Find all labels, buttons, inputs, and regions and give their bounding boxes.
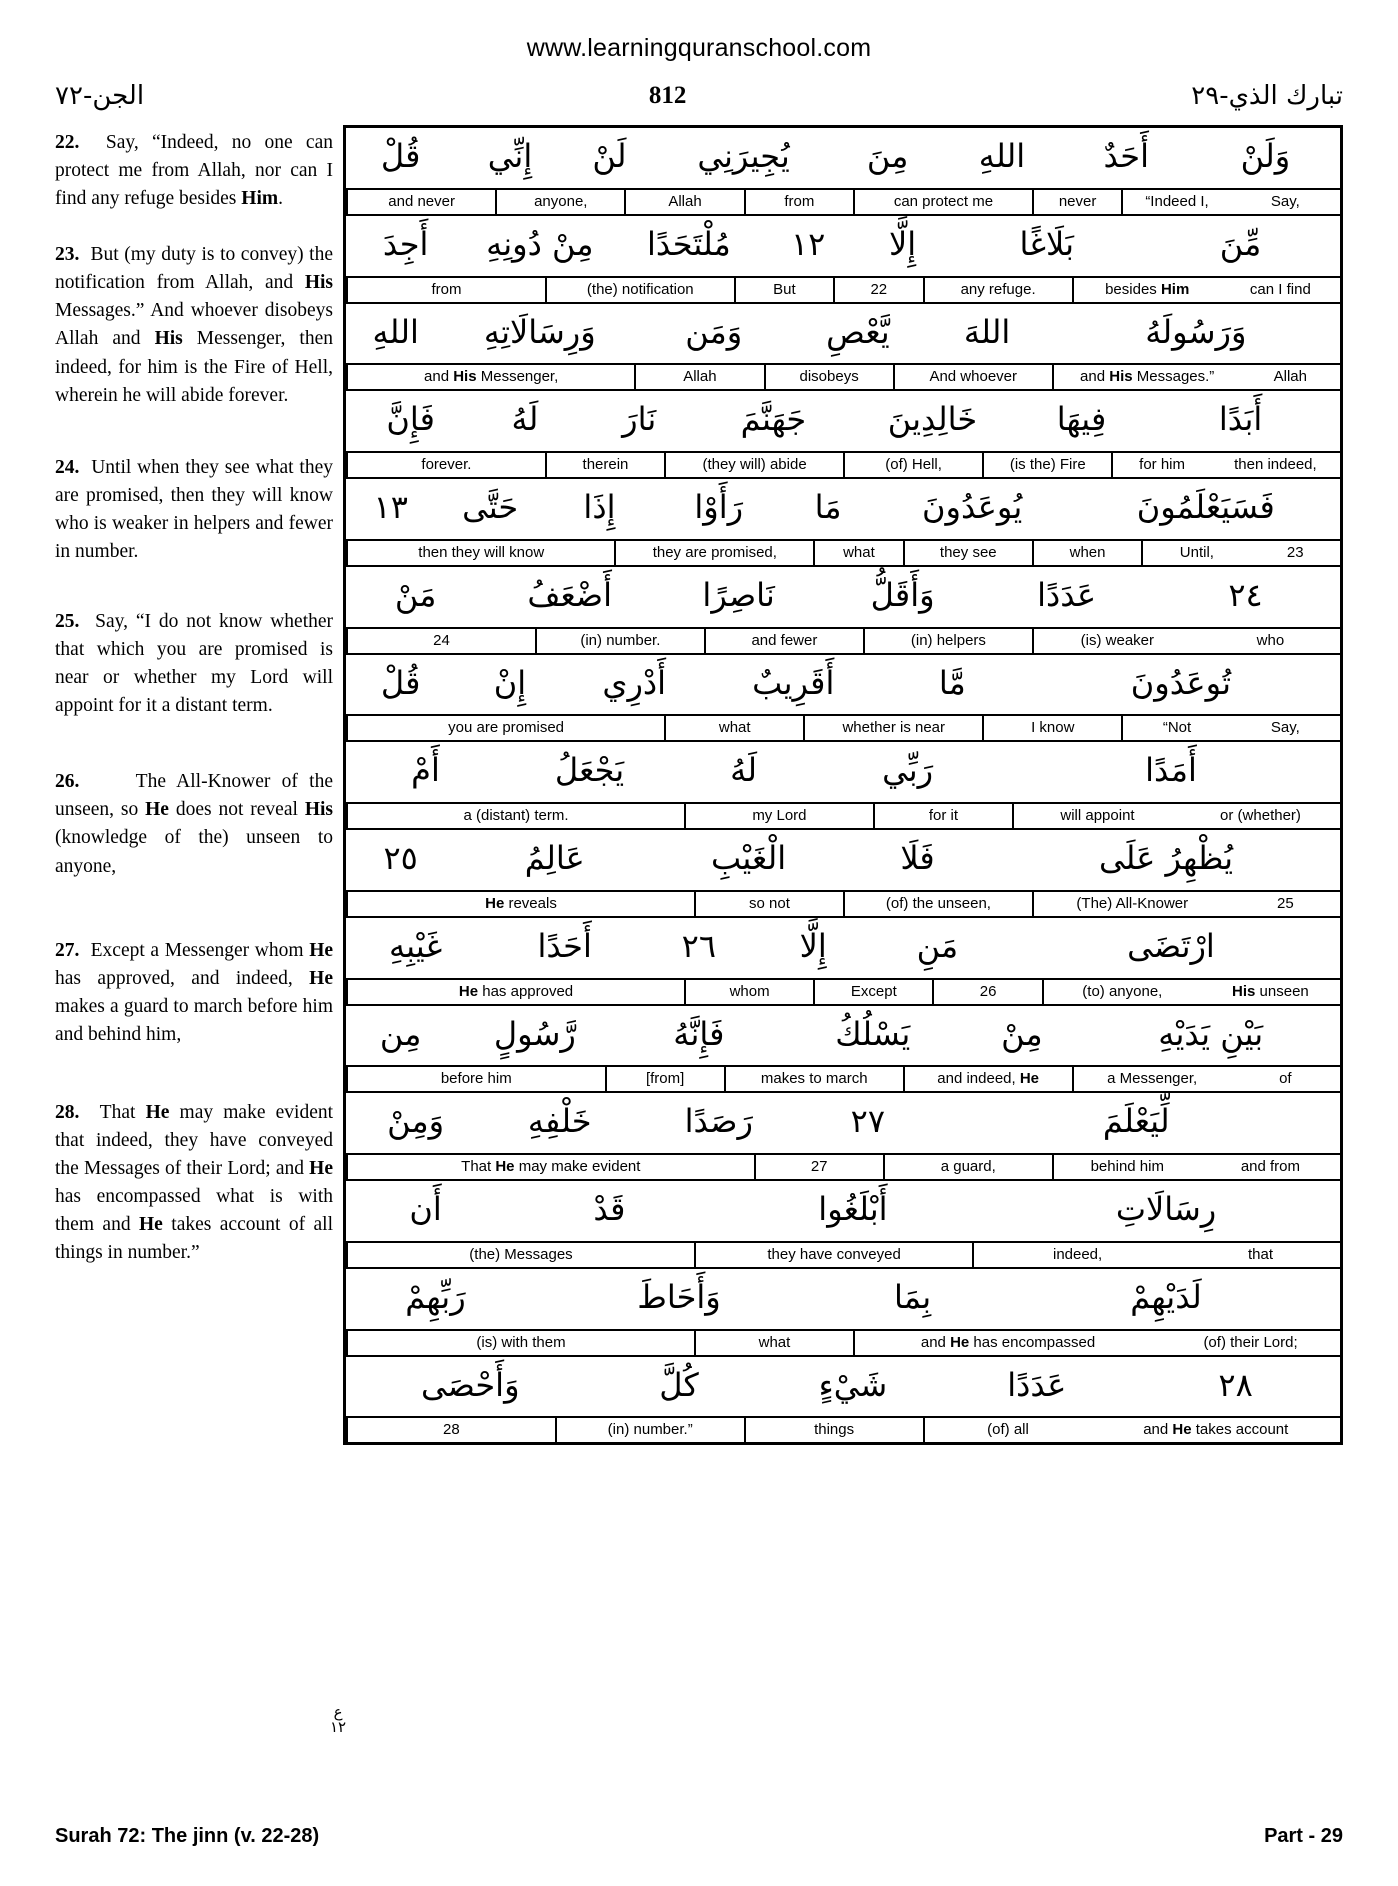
ayah-line xyxy=(346,830,1340,918)
arabic-word: رَّسُولٍ xyxy=(493,1014,576,1053)
surah-name-arabic: الجن-٧٢ xyxy=(55,81,145,111)
word-translation: Allah xyxy=(624,190,743,214)
arabic-word: قَدْ xyxy=(593,1190,626,1228)
word-translation: and indeed, He xyxy=(903,1067,1072,1091)
word-translation: and fewer xyxy=(704,629,863,653)
word-translation: from xyxy=(744,190,853,214)
arabic-word: إِلَّا xyxy=(799,926,827,965)
arabic-word: يُجِيرَنِي xyxy=(697,137,790,175)
arabic-word: قُلْ xyxy=(380,137,421,175)
arabic-word: وَمِنْ xyxy=(387,1102,445,1141)
arabic-word: ٢٨ xyxy=(1218,1365,1253,1404)
arabic-row xyxy=(346,1181,1340,1241)
arabic-word: غَيْبِهِ xyxy=(388,926,443,965)
arabic-word: عَدَدًا xyxy=(1037,575,1097,614)
word-translation: 26 xyxy=(932,980,1041,1004)
word-translation: [from] xyxy=(605,1067,724,1091)
word-translation: whether is near xyxy=(803,716,982,740)
word-translation: besides Him xyxy=(1072,278,1221,302)
word-translation: they are promised, xyxy=(614,541,813,565)
word-translation: But xyxy=(734,278,833,302)
word-translation: 27 xyxy=(754,1155,883,1179)
word-translation: “Indeed I, xyxy=(1121,190,1230,214)
site-url: www.learningquranschool.com xyxy=(526,34,872,62)
arabic-word: ٢٦ xyxy=(681,926,717,965)
arabic-word: أَبَدًا xyxy=(1218,400,1263,439)
arabic-word: قُلْ xyxy=(380,663,421,702)
arabic-word: مُلْتَحَدًا xyxy=(647,224,731,263)
word-translation: a Messenger, xyxy=(1072,1067,1231,1091)
verse-text: The All-Knower of the unseen, so He does not reveal His (knowledge of the) unseen to anyone, xyxy=(55,771,333,877)
arabic-word: أَضْعَفُ xyxy=(527,575,612,614)
ayah-line xyxy=(346,1006,1340,1094)
arabic-row xyxy=(346,918,1340,978)
word-translation: a guard, xyxy=(883,1155,1052,1179)
arabic-word: خَلْفِهِ xyxy=(527,1102,592,1141)
word-translation: can protect me xyxy=(853,190,1032,214)
word-translation: behind him xyxy=(1052,1155,1201,1179)
arabic-word: يُوعَدُونَ xyxy=(922,488,1023,526)
arabic-word: فَسَيَعْلَمُونَ xyxy=(1136,488,1275,526)
arabic-word: وَرَسُولَهُ xyxy=(1145,312,1247,351)
translation-row xyxy=(346,802,1340,828)
arabic-word: بَيْنِ يَدَيْهِ xyxy=(1158,1014,1264,1053)
ayah-line xyxy=(346,391,1340,479)
word-translation: I know xyxy=(982,716,1121,740)
page-content xyxy=(55,125,1343,1445)
word-translation: “Not xyxy=(1121,716,1230,740)
translation-verse xyxy=(55,454,333,566)
word-translation: for him xyxy=(1111,453,1210,477)
arabic-word: رَأَوْا xyxy=(694,488,744,526)
arabic-word: ٢٥ xyxy=(383,839,418,877)
arabic-word: لَهُ xyxy=(511,400,539,439)
word-translation: (in) number. xyxy=(535,629,704,653)
word-translation: then they will know xyxy=(346,541,614,565)
word-translation: That He may make evident xyxy=(346,1155,754,1179)
word-translation: Allah xyxy=(634,365,763,389)
page-header xyxy=(55,81,1343,111)
arabic-word: أَحَدٌ xyxy=(1103,137,1149,175)
word-translation: things xyxy=(744,1418,923,1442)
translation-row xyxy=(346,978,1340,1004)
part-info: Part - 29 xyxy=(1264,1825,1343,1847)
arabic-word: إِذَا xyxy=(583,488,616,526)
arabic-row xyxy=(346,391,1340,451)
word-translation: forever. xyxy=(346,453,545,477)
arabic-word: اللهِ xyxy=(978,137,1026,175)
word-translation: they have conveyed xyxy=(694,1243,972,1267)
word-translation: and He has encompassed xyxy=(853,1331,1161,1355)
arabic-word: رَبِّهِمْ xyxy=(405,1277,466,1316)
word-translation: you are promised xyxy=(346,716,664,740)
part-name-arabic: تبارك الذي-٢٩ xyxy=(1191,81,1343,111)
word-translation: never xyxy=(1032,190,1121,214)
word-translation: so not xyxy=(694,892,843,916)
arabic-word: أَدْرِي xyxy=(602,663,667,702)
arabic-word: وَأَحْصَى xyxy=(420,1365,520,1404)
translation-row xyxy=(346,1065,1340,1091)
verse-number: 26. xyxy=(55,771,80,793)
arabic-row xyxy=(346,655,1340,715)
arabic-word: اللهَ xyxy=(963,312,1011,351)
arabic-row xyxy=(346,1357,1340,1417)
word-translation: anyone, xyxy=(495,190,624,214)
arabic-word: ١٢ xyxy=(790,224,826,263)
arabic-word: أَحَدًا xyxy=(537,926,592,965)
word-translation: and never xyxy=(346,190,495,214)
arabic-word: لَدَيْهِمْ xyxy=(1130,1277,1202,1316)
word-translation: And whoever xyxy=(893,365,1052,389)
arabic-word: مِّنَ xyxy=(1219,224,1262,263)
translation-row xyxy=(346,1329,1340,1355)
word-translation: indeed, xyxy=(972,1243,1181,1267)
word-translation: (they will) abide xyxy=(664,453,843,477)
word-translation: (in) helpers xyxy=(863,629,1032,653)
word-translation: (is) weaker xyxy=(1032,629,1201,653)
arabic-word: عَدَدًا xyxy=(1007,1365,1067,1404)
word-translation: therein xyxy=(545,453,664,477)
arabic-word: حَتَّى xyxy=(462,488,519,526)
word-translation: will appoint xyxy=(1012,804,1181,828)
arabic-word: فَإِنَّ xyxy=(386,400,435,439)
translation-row xyxy=(346,451,1340,477)
word-translation: makes to march xyxy=(724,1067,903,1091)
arabic-word: مِن xyxy=(379,1014,422,1053)
ayah-line xyxy=(346,742,1340,830)
arabic-word: يُظْهِرُ عَلَى xyxy=(1098,839,1234,877)
word-translation: whom xyxy=(684,980,813,1004)
word-translation: Until, xyxy=(1141,541,1250,565)
word-translation: His unseen xyxy=(1232,982,1309,1000)
arabic-word: رِسَالَاتِ xyxy=(1115,1190,1217,1228)
arabic-row xyxy=(346,830,1340,890)
arabic-row xyxy=(346,479,1340,539)
verse-text: Until when they see what they are promised, then they will know who is weaker in helpers and fewer in number. xyxy=(55,456,333,562)
arabic-word: وَأَحَاطَ xyxy=(637,1277,721,1316)
arabic-word: أَن xyxy=(409,1190,442,1228)
arabic-row xyxy=(346,304,1340,364)
ayah-line xyxy=(346,1181,1340,1269)
arabic-word: أَبْلَغُوا xyxy=(818,1190,888,1228)
arabic-word: مَّا xyxy=(938,663,966,702)
ayah-line xyxy=(346,918,1340,1006)
translation-verse xyxy=(55,1099,333,1267)
arabic-row xyxy=(346,1006,1340,1066)
verse-number: 28. xyxy=(55,1101,80,1123)
arabic-word: ٢٤ xyxy=(1228,575,1263,614)
arabic-word: مَا xyxy=(814,488,842,526)
arabic-word: فِيهَا xyxy=(1056,400,1107,439)
translation-row xyxy=(346,1241,1340,1267)
word-translation: and His Messages.” xyxy=(1052,365,1241,389)
word-translation: 28 xyxy=(346,1418,555,1442)
arabic-word: وَمَن xyxy=(685,312,743,351)
word-translation: from xyxy=(346,278,545,302)
word-translation: for it xyxy=(873,804,1012,828)
verse-number: 22. xyxy=(55,132,80,153)
arabic-word: ١٣ xyxy=(373,488,408,526)
arabic-word: كُلَّ xyxy=(659,1365,699,1404)
arabic-word: تُوعَدُونَ xyxy=(1130,663,1232,702)
arabic-word: يَسْلُكُ xyxy=(835,1014,911,1053)
arabic-word: وَأَقَلُّ xyxy=(870,575,935,614)
arabic-row xyxy=(346,742,1340,802)
arabic-word: بِمَا xyxy=(893,1277,932,1316)
word-translation: my Lord xyxy=(684,804,873,828)
word-translation: (of) all xyxy=(923,1418,1092,1442)
arabic-word: نَارَ xyxy=(622,400,657,439)
ayah-line xyxy=(346,304,1340,392)
arabic-word: مَنِ xyxy=(916,926,959,965)
arabic-word: مِنْ xyxy=(1001,1014,1043,1053)
arabic-word: أَمَدًا xyxy=(1145,751,1197,790)
arabic-word: أَجِدَ xyxy=(382,224,429,263)
arabic-word: إِنِّي xyxy=(487,137,533,175)
verse-text: Except a Messenger whom He has approved, and indeed, He makes a guard to march before him and behind him, xyxy=(55,939,334,1045)
word-translation: any refuge. xyxy=(923,278,1072,302)
verse-number: 25. xyxy=(55,611,80,633)
arabic-row xyxy=(346,1269,1340,1329)
arabic-word: اللهِ xyxy=(372,312,419,351)
arabic-word: مِنْ دُونِهِ xyxy=(486,224,594,263)
word-translation: (of) their Lord; xyxy=(1203,1333,1298,1351)
arabic-row xyxy=(346,128,1340,188)
verse-number: 23. xyxy=(55,244,80,266)
translation-row xyxy=(346,276,1340,302)
page-footer xyxy=(55,1825,1343,1848)
translation-verse xyxy=(55,129,333,213)
word-translation: what xyxy=(694,1331,853,1355)
word-translation: (is the) Fire xyxy=(982,453,1111,477)
ayah-line xyxy=(346,216,1340,304)
word-translation: disobeys xyxy=(764,365,893,389)
arabic-row xyxy=(346,567,1340,627)
translation-row xyxy=(346,1416,1340,1442)
verse-text: That He may make evident that indeed, they have conveyed the Messages of their Lord; and He has encompassed what is with them and He takes account of all things in number.” xyxy=(55,1101,334,1264)
arabic-word: ٢٧ xyxy=(850,1102,886,1141)
translation-row xyxy=(346,627,1340,653)
word-translation: a (distant) term. xyxy=(346,804,684,828)
word-translation: 22 xyxy=(833,278,922,302)
arabic-word: إِنْ xyxy=(493,663,527,702)
arabic-word: يَّعْصِ xyxy=(826,312,890,351)
arabic-word: يَجْعَلُ xyxy=(554,751,625,790)
word-by-word-grid xyxy=(343,125,1343,1445)
translation-row xyxy=(346,890,1340,916)
translation-row xyxy=(346,363,1340,389)
ayah-line xyxy=(346,1357,1340,1443)
ayah-line xyxy=(346,567,1340,655)
surah-info: Surah 72: The jinn (v. 22-28) xyxy=(55,1825,320,1847)
ayah-line xyxy=(346,479,1340,567)
verse-text: But (my duty is to convey) the notification from Allah, and His Messages.” And whoever disobeys Allah and His Messenger, then indeed, for him is the Fire of Hell, wherein he will abide forever. xyxy=(55,244,333,406)
arabic-word: لِّيَعْلَمَ xyxy=(1102,1102,1170,1141)
word-translation: (the) Messages xyxy=(346,1243,694,1267)
word-translation: (of) the unseen, xyxy=(843,892,1032,916)
word-translation: (The) All-Knower xyxy=(1032,892,1231,916)
arabic-word: نَاصِرًا xyxy=(702,575,775,614)
arabic-word: لَنْ xyxy=(592,137,627,175)
word-translation: (to) anyone, xyxy=(1042,980,1201,1004)
translation-column xyxy=(55,125,343,1293)
word-translation: Say, xyxy=(1270,192,1300,210)
word-translation: and His Messenger, xyxy=(346,365,634,389)
arabic-word: مَنْ xyxy=(394,575,437,614)
arabic-word: الْغَيْبِ xyxy=(710,839,787,877)
arabic-word: رَصَدًا xyxy=(684,1102,753,1141)
word-translation: (in) number.” xyxy=(555,1418,744,1442)
word-translation: and from xyxy=(1240,1158,1301,1175)
translation-row xyxy=(346,188,1340,214)
arabic-row xyxy=(346,216,1340,276)
word-translation: 25 xyxy=(1276,894,1294,912)
arabic-word: إِلَّا xyxy=(889,224,917,263)
arabic-word: لَهُ xyxy=(730,751,758,790)
arabic-word: ارْتَضَى xyxy=(1127,926,1215,965)
arabic-word: وَلَنْ xyxy=(1240,137,1291,175)
word-translation: He has approved xyxy=(346,980,684,1004)
arabic-word: بَلَاغًا xyxy=(1019,224,1074,263)
word-translation: of xyxy=(1279,1070,1292,1088)
arabic-word: أَمْ xyxy=(411,751,440,790)
ayah-line xyxy=(346,1093,1340,1181)
translation-verse xyxy=(55,768,333,880)
arabic-word: خَالِدِينَ xyxy=(887,400,978,439)
ayah-line xyxy=(346,128,1340,216)
word-translation: before him xyxy=(346,1067,604,1091)
word-translation: (the) notification xyxy=(545,278,734,302)
arabic-word: فَلَا xyxy=(900,839,935,877)
arabic-word: عَالِمُ xyxy=(524,839,585,877)
arabic-word: مِنَ xyxy=(866,137,909,175)
translation-verse xyxy=(55,937,333,1049)
word-translation: what xyxy=(664,716,803,740)
word-translation: or (whether) xyxy=(1220,807,1301,824)
word-translation: can I find xyxy=(1249,280,1311,298)
word-translation: Except xyxy=(813,980,932,1004)
verse-number: 24. xyxy=(55,456,80,478)
word-translation: 23 xyxy=(1286,543,1304,561)
translation-row xyxy=(346,539,1340,565)
translation-row xyxy=(346,1153,1340,1179)
word-translation: what xyxy=(813,541,902,565)
word-translation: that xyxy=(1247,1245,1273,1263)
word-translation: (is) with them xyxy=(346,1331,694,1355)
page-number: 812 xyxy=(648,82,687,109)
word-translation: when xyxy=(1032,541,1141,565)
verse-text: Say, “Indeed, no one can protect me from Allah, nor can I find any refuge besides Him. xyxy=(55,132,333,210)
arabic-word: رَبِّي xyxy=(882,751,934,790)
translation-verse xyxy=(55,608,333,720)
arabic-word: وَرِسَالَاتِهِ xyxy=(483,312,596,351)
arabic-row xyxy=(346,1093,1340,1153)
arabic-word: شَيْءٍ xyxy=(818,1365,888,1404)
word-translation: Allah xyxy=(1273,368,1307,386)
ayah-line xyxy=(346,1269,1340,1357)
word-translation: He reveals xyxy=(346,892,694,916)
word-translation: who xyxy=(1256,631,1285,649)
ruku-mark xyxy=(330,1702,347,1737)
arabic-word: جَهَنَّمَ xyxy=(740,400,807,439)
ayah-line xyxy=(346,655,1340,743)
word-translation: then indeed, xyxy=(1234,456,1317,473)
word-translation: they see xyxy=(903,541,1032,565)
arabic-word: أَقَرِيبٌ xyxy=(752,663,835,702)
translation-verse xyxy=(55,241,333,409)
word-translation: and He takes account xyxy=(1143,1421,1289,1439)
arabic-word: فَإِنَّهُ xyxy=(673,1014,725,1053)
translation-row xyxy=(346,714,1340,740)
word-translation: (of) Hell, xyxy=(843,453,982,477)
word-translation: 24 xyxy=(346,629,535,653)
ruku-symbol: ع xyxy=(333,1702,343,1721)
word-translation: Say, xyxy=(1270,719,1300,737)
verse-text: Say, “I do not know whether that which you are promised is near or whether my Lord will appoint for it a distant term. xyxy=(55,611,334,717)
verse-number: 27. xyxy=(55,939,80,961)
ruku-number: ١٢ xyxy=(330,1718,347,1737)
